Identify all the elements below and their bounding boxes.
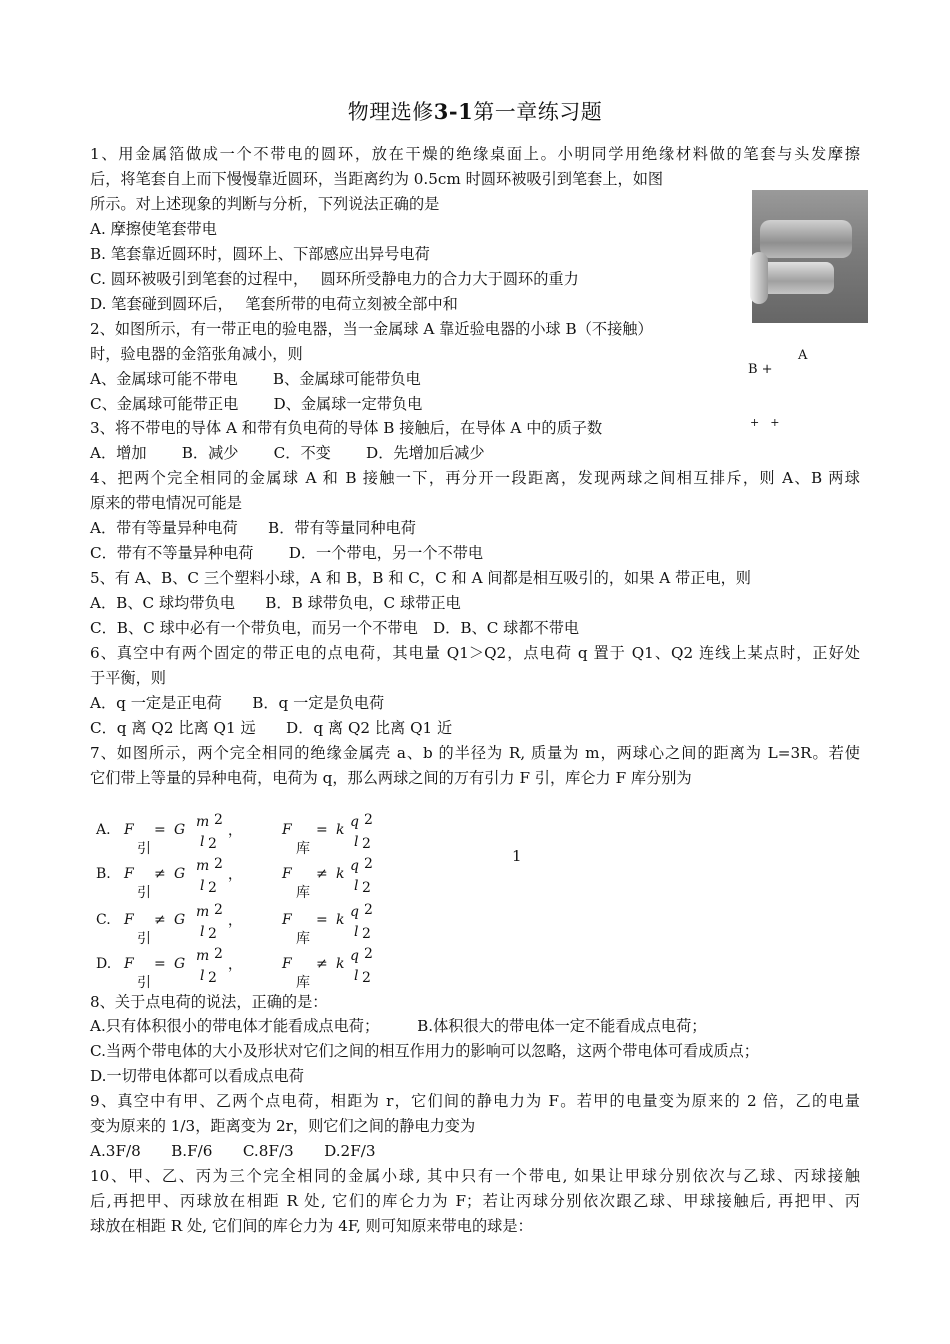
q6-options-ab: A．q 一定是正电荷 B．q 一定是负电荷 bbox=[90, 694, 385, 712]
q4-options-cd: C．带有不等量异种电荷 D．一个带电，另一个不带电 bbox=[90, 544, 484, 562]
formula-G: G bbox=[174, 822, 186, 838]
q10-line3: 球放在相距 R 处, 它们间的库仑力为 4F, 则可知原来带电的球是： bbox=[90, 1217, 533, 1235]
q5-line1: 5、有 A、B、C 三个塑料小球，A 和 B，B 和 C，C 和 A 间都是相互吸引的，如果 A 带正电，则 bbox=[90, 569, 751, 587]
q10-line1: 10、甲、乙、丙为三个完全相同的金属小球, 其中只有一个带电, 如果让甲球分别依次与乙球、丙球接触 bbox=[90, 1167, 860, 1185]
q7-option-c: C. F 引 ≠ G m 2 l 2 ， F 库 = k q 2 l 2 bbox=[96, 902, 373, 947]
formula-l: l bbox=[200, 834, 205, 850]
q6-options-cd: C．q 离 Q2 比离 Q1 远 D．q 离 Q2 比离 Q1 近 bbox=[90, 719, 453, 737]
formula-q: q bbox=[350, 814, 359, 830]
q6-line2: 于平衡，则 bbox=[90, 669, 166, 687]
q8-option-d: D.一切带电体都可以看成点电荷 bbox=[90, 1067, 304, 1085]
figure-label-a: A bbox=[798, 348, 808, 363]
formula-F: F bbox=[124, 866, 134, 882]
q9-line2: 变为原来的 1/3，距离变为 2r，则它们之间的静电力变为 bbox=[90, 1117, 476, 1135]
formula-m: m bbox=[196, 858, 210, 874]
q5-options-cd: C．B、C 球中必有一个带负电，而另一个不带电 D．B、C 球都不带电 bbox=[90, 619, 580, 637]
formula-G: G bbox=[174, 866, 186, 882]
formula-m: m bbox=[196, 904, 210, 920]
q5-options-ab: A．B、C 球均带负电 B．B 球带负电，C 球带正电 bbox=[90, 594, 461, 612]
q2-line1: 2、如图所示，有一带正电的验电器，当一金属球 A 靠近验电器的小球 B（不接触） bbox=[90, 320, 653, 338]
formula-F: F bbox=[124, 912, 134, 928]
q7-option-d: D. F 引 = G m 2 l 2 ， F 库 ≠ k q 2 l 2 bbox=[96, 946, 373, 991]
q7-option-b: B. F 引 ≠ G m 2 l 2 ， F 库 ≠ k q 2 l 2 bbox=[96, 856, 373, 901]
formula-k: k bbox=[336, 822, 345, 838]
pen-cap-ring-photo bbox=[752, 190, 868, 323]
q6-line1: 6、真空中有两个固定的带正电的点电荷，其电量 Q1＞Q2，点电荷 q 置于 Q1、Q2 连线上某点时，正好处 bbox=[90, 644, 860, 662]
q7-line1: 7、如图所示，两个完全相同的绝缘金属壳 a、b 的半径为 R, 质量为 m，两球心之间的距离为 L=3R。若使 bbox=[90, 744, 860, 762]
q2-options-ab: A、金属球可能不带电 B、金属球可能带负电 bbox=[90, 370, 421, 388]
formula-k: k bbox=[336, 912, 345, 928]
q4-options-ab: A．带有等量异种电荷 B．带有等量同种电荷 bbox=[90, 519, 416, 537]
formula-F: F bbox=[282, 912, 292, 928]
q8-options-ab: A.只有体积很小的带电体才能看成点电荷； B.体积很大的带电体一定不能看成点电荷； bbox=[90, 1017, 707, 1035]
formula-m: m bbox=[196, 948, 210, 964]
formula-l: l bbox=[200, 924, 205, 940]
formula-F: F bbox=[282, 866, 292, 882]
formula-F: F bbox=[282, 822, 292, 838]
q2-options-cd: C、金属球可能带正电 D、金属球一定带负电 bbox=[90, 395, 423, 413]
formula-l: l bbox=[354, 924, 359, 940]
formula-q: q bbox=[350, 904, 359, 920]
q10-line2: 后,再把甲、丙球放在相距 R 处, 它们的库仑力为 F；若让丙球分别依次跟乙球、甲球接触后, 再把甲、丙 bbox=[90, 1192, 860, 1210]
formula-l: l bbox=[354, 834, 359, 850]
formula-G: G bbox=[174, 912, 186, 928]
figure-leaf-charges: + + bbox=[750, 416, 780, 429]
q1-option-d: D. 笔套碰到圆环后， 笔套所带的电荷立刻被全部中和 bbox=[90, 295, 458, 313]
q8-option-c: C.当两个带电体的大小及形状对它们之间的相互作用力的影响可以忽略，这两个带电体可看成质点； bbox=[90, 1042, 759, 1060]
q1-line3: 所示。对上述现象的判断与分析，下列说法正确的是 bbox=[90, 195, 440, 213]
formula-F: F bbox=[124, 956, 134, 972]
formula-l: l bbox=[200, 878, 205, 894]
formula-l: l bbox=[354, 878, 359, 894]
formula-q: q bbox=[350, 948, 359, 964]
q1-option-b: B. 笔套靠近圆环时，圆环上、下部感应出异号电荷 bbox=[90, 245, 430, 263]
formula-l: l bbox=[200, 968, 205, 984]
page-number: 1 bbox=[512, 847, 522, 865]
formula-k: k bbox=[336, 956, 345, 972]
q4-line2: 原来的带电情况可能是 bbox=[90, 494, 242, 512]
formula-m: m bbox=[196, 814, 210, 830]
q2-line2: 时，验电器的金箔张角减小，则 bbox=[90, 345, 303, 363]
q1-option-a: A. 摩擦使笔套带电 bbox=[90, 220, 217, 238]
q1-option-c: C. 圆环被吸引到笔套的过程中， 圆环所受静电力的合力大于圆环的重力 bbox=[90, 270, 579, 288]
formula-F: F bbox=[282, 956, 292, 972]
formula-l: l bbox=[354, 968, 359, 984]
q3-line1: 3、将不带电的导体 A 和带有负电荷的导体 B 接触后，在导体 A 中的质子数 bbox=[90, 419, 603, 437]
q9-options: A.3F/8 B.F/6 C.8F/3 D.2F/3 bbox=[90, 1142, 376, 1160]
figure-label-b: B + bbox=[748, 362, 773, 377]
formula-q: q bbox=[350, 858, 359, 874]
q7-option-a: A. F 引 = G m 2 l 2 ， F 库 = k q 2 l 2 bbox=[96, 812, 373, 857]
formula-F: F bbox=[124, 822, 134, 838]
formula-k: k bbox=[336, 866, 345, 882]
formula-G: G bbox=[174, 956, 186, 972]
q7-line2: 它们带上等量的异种电荷，电荷为 q，那么两球之间的万有引力 F 引，库仑力 F 库分别为 bbox=[90, 769, 692, 787]
q3-options: A．增加 B．减少 C．不变 D．先增加后减少 bbox=[90, 444, 485, 462]
q1-line2: 后，将笔套自上而下慢慢靠近圆环，当距离约为 0.5cm 时圆环被吸引到笔套上，如图 bbox=[90, 170, 664, 188]
q4-line1: 4、把两个完全相同的金属球 A 和 B 接触一下，再分开一段距离，发现两球之间相互排斥，则 A、B 两球 bbox=[90, 469, 860, 487]
q9-line1: 9、真空中有甲、乙两个点电荷，相距为 r，它们间的静电力为 F。若甲的电量变为原来的 2 倍，乙的电量 bbox=[90, 1092, 860, 1110]
q8-line1: 8、关于点电荷的说法，正确的是： bbox=[90, 993, 328, 1011]
q1-line1: 1、用金属箔做成一个不带电的圆环，放在干燥的绝缘桌面上。小明同学用绝缘材料做的笔套与头发摩擦 bbox=[90, 145, 860, 163]
page-title: 物理选修3-1第一章练习题 bbox=[347, 99, 603, 124]
